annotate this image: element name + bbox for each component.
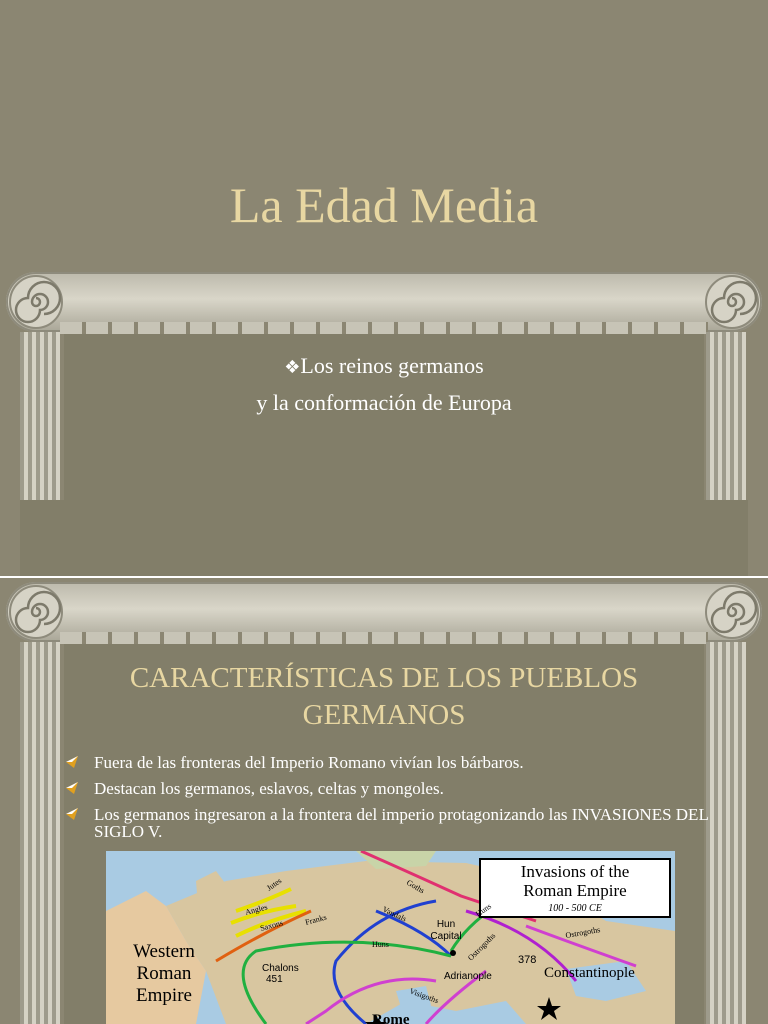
invasions-map [106,851,675,1024]
spiral-ornament-icon [6,582,66,642]
map-label: Visigoths [408,986,440,1006]
spiral-ornament-icon [6,272,66,332]
map-label: Ostrogoths [466,931,498,963]
region-label-3: Empire [136,985,192,1006]
map-label: Huns [372,940,389,949]
list-item: Destacan los germanos, eslavos, celtas y mongoles. [64,780,714,797]
map-label: Franks [304,912,328,927]
slide-2 [0,578,768,1024]
map-label: Huns [473,901,493,919]
bullet-list [64,754,714,849]
map-label: 451 [266,974,283,985]
spiral-ornament-icon [702,582,762,642]
map-label: Rome [372,1012,410,1024]
column-dentils [60,322,708,334]
content-panel-lower [20,500,748,578]
arrow-bullet-icon [66,756,78,768]
list-item: Los germanos ingresaron a la frontera del imperio protagonizando las INVASIONES DEL SIGLO V. [64,806,714,840]
map-date-range: 100 - 500 CE [548,903,602,914]
subtitle-line-2: y la conformación de Europa [256,390,512,415]
subtitle-line-1: ❖Los reinos germanos [284,353,484,378]
map-label: Constantinople [544,965,635,981]
region-label-2: Roman [136,963,192,984]
diamond-bullet-icon: ❖ [284,357,301,378]
slide-title: La Edad Media [229,177,539,233]
spiral-ornament-icon [702,272,762,332]
map-label: 378 [518,954,537,966]
map-label: Saxons [259,918,284,933]
column-dentils [60,632,708,644]
region-label-1: Western [133,941,195,962]
arrow-bullet-icon [66,808,78,820]
map-title-line-1: Invasions of the [520,862,630,881]
map-label: Chalons [262,963,299,974]
list-item: Fuera de las fronteras del Imperio Romano vivían los bárbaros. [64,754,714,771]
map-label: Hun [436,919,456,930]
map-label: Adrianople [444,971,492,982]
arrow-bullet-icon [66,782,78,794]
map-label: Ostrogoths [564,925,601,940]
map-label: Vandals [381,904,408,924]
map-label: Angles [244,902,269,917]
section-heading: CARACTERÍSTICAS DE LOS PUEBLOS GERMANOS [129,662,639,731]
map-label: Jutes [264,876,284,893]
map-label: Capital [430,931,462,942]
map-title-line-2: Roman Empire [523,881,627,900]
column-shaft-left [20,642,60,1024]
map-illustration [106,851,675,1024]
map-label: Goths [405,877,427,896]
